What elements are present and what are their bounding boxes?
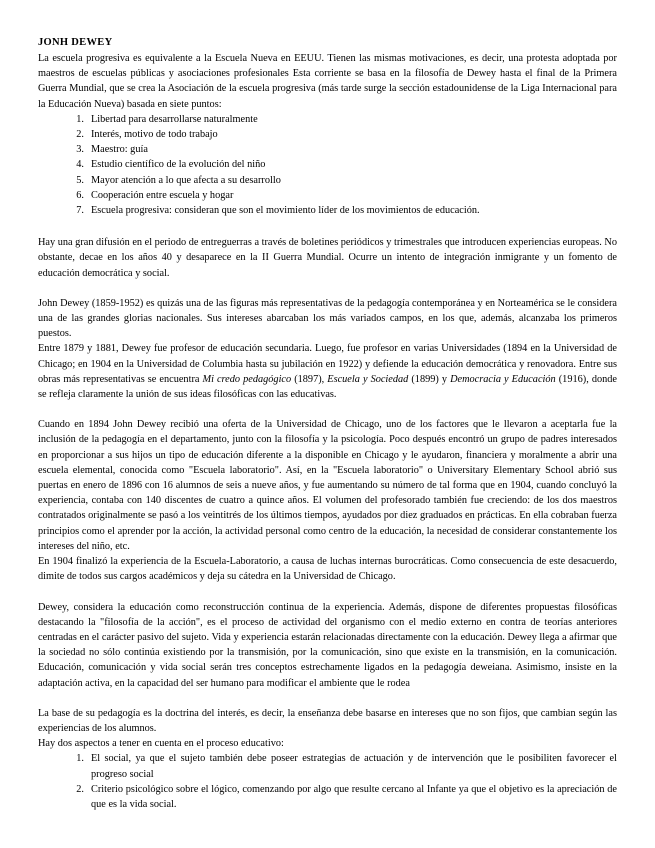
list-item xyxy=(38,188,617,203)
list-item-text: Interés, motivo de todo trabajo xyxy=(91,129,218,141)
list-item xyxy=(38,112,617,127)
work-title-mi-credo-pedagogico: Mi credo pedagógico xyxy=(202,373,292,385)
section-spacer xyxy=(38,585,617,600)
list-item xyxy=(38,203,617,218)
biography-text-part-3: (1899) y xyxy=(408,373,451,385)
diffusion-paragraph: Hay una gran difusión en el periodo de entreguerras a través de boletines periódicos y trimestrales que introducen experiencias europeas. No obstante, decae en los años 40 y desaparece en la II Guerra Mundial. Ocurre un intento de integración inmigrante y un fomento de educación democrática y social. xyxy=(38,237,617,279)
list-item xyxy=(38,782,617,812)
list-item-text: El social, ya que el sujeto también debe poseer estrategias de actuación y de intervención que le posibiliten favorecer el progreso social xyxy=(91,753,617,780)
section-spacer xyxy=(38,691,617,706)
list-item-text: Cooperación entre escuela y hogar xyxy=(91,189,234,201)
biography-paragraph-1: John Dewey (1859-1952) es quizás una de las figuras más representativas de la pedagogía contemporánea y en Norteamérica se le considera una de las grandes glorias nacionales. Sus intereses abarcaban los más variados campos, en los que, además, alcanzaba los primeros puestos. xyxy=(38,297,617,340)
biography-paragraph-2 xyxy=(38,341,617,402)
interest-paragraph: La base de su pedagogía es la doctrina del interés, es decir, la enseñanza debe basarse en intereses que no son fijos, que cambian según las experiencias de los alumnos. xyxy=(38,707,617,734)
section-spacer xyxy=(38,402,617,417)
list-item xyxy=(38,142,617,157)
biography-text-part-2: (1897), xyxy=(291,373,328,385)
two-aspects-lead: Hay dos aspectos a tener en cuenta en el proceso educativo: xyxy=(38,738,284,750)
list-item-text: Maestro: guía xyxy=(91,144,148,156)
list-item xyxy=(38,751,617,781)
section-spacer xyxy=(38,218,617,235)
list-item xyxy=(38,157,617,172)
list-item-text: Escuela progresiva: consideran que son el movimiento líder de los movimientos de educación. xyxy=(91,205,480,217)
list-item-text: Mayor atención a lo que afecta a su desarrollo xyxy=(91,174,281,186)
biography-text-part-1: Entre 1879 y 1881, Dewey fue profesor de educación secundaria. Luego, fue profesor en varias Universidades (1894 en la Universidad de Chicago; en 1904 en la Universidad de Columbia hasta su jubilación en 1922) y defiende la educación democrática y renovadora. Entre sus obras más representativas se encuentra xyxy=(38,343,617,385)
work-title-democracia-y-educacion: Democracia y Educación xyxy=(450,373,556,385)
list-item xyxy=(38,173,617,188)
two-aspects-list xyxy=(38,751,617,812)
list-item-text: Estudio científico de la evolución del niño xyxy=(91,159,266,171)
list-item-text: Criterio psicológico sobre el lógico, comenzando por algo que resulte cercano al Infante ya que el objetivo es la apreciación de que es la vida social. xyxy=(91,783,617,810)
intro-paragraph: La escuela progresiva es equivalente a la Escuela Nueva en EEUU. Tienen las mismas motivaciones, es decir, una protesta adoptada por maestros de escuelas públicas y asociaciones profesionales Esta corriente se basa en la filosofía de Dewey hasta el final de la Primera Guerra Mundial, que se crea la Asociación de la escuela progresiva (más tarde surge la sección estadounidense de la Liga Internacional para la Educación Nueva) basada en siete puntos: xyxy=(38,53,617,110)
chicago-paragraph: Cuando en 1894 John Dewey recibió una oferta de la Universidad de Chicago, uno de los factores que le llevaron a aceptarla fue la inclusión de la pedagogía en el departamento, junto con la filosofía y la psicología. Poco después encontró un grupo de padres interesados en proporcionar a sus hijos un tipo de educación diferente a la disponible en Chicago y le ayudaron, financiera y moralmente a abrir una escuela elemental, conocida como "Escuela laboratorio". Así, en la "Escuela laboratorio" o Universitary Elementary School abrió sus puertas en enero de 1896 con 16 alumnos de seis a nueve años, y fue aumentando su número de tal forma que en 1904, cuando concluyó la experiencia, contaba con 140 discentes de cuatro a quince años. El volumen del profesorado también fue creciendo: de los dos maestros contratados originalmente se pasó a los veintitrés de los últimos tiempos, ayudados por diez graduados en prácticas. En ella cobraban fuerza principios como el aprender por la acción, la actividad personal como centro de la educación, la necesidad de considerar constantemente los intereses del niño, etc. xyxy=(38,419,617,552)
section-spacer xyxy=(38,281,617,296)
list-item-text: Libertad para desarrollarse naturalmente xyxy=(91,113,258,125)
biography-text-part-4: (1916), donde se refleja claramente la unión de sus ideas filosóficas con las educativas. xyxy=(38,373,617,401)
page-title: JONH DEWEY xyxy=(38,37,113,48)
work-title-escuela-y-sociedad: Escuela y Sociedad xyxy=(327,373,409,385)
resignation-paragraph: En 1904 finalizó la experiencia de la Escuela-Laboratorio, a causa de luchas internas burocráticas. Como consecuencia de este desacuerdo, dimite de todos sus cargos académicos y deja su cátedra en la Universidad de Chicago. xyxy=(38,556,617,583)
philosophy-paragraph: Dewey, considera la educación como reconstrucción continua de la experiencia. Además, dispone de diferentes propuestas filosóficas destacando la "filosofía de la acción", es el proceso de actividad del organismo con el medio externo en contra de teorías anteriores centradas en el carácter pasivo del sujeto. Vida y experiencia estarán relacionadas directamente con la educación. Dewey llega a afirmar que la sociedad no sólo continúa existiendo por la transmisión, por la comunicación, sino que existe en la transmisión, en la comunicación. Educación, comunicación y vida social serán tres conceptos estrechamente ligados en la pedagogía deweiana. Asimismo, insiste en la adaptación activa, en la capacidad del ser humano para modificar el ambiente que le rodea xyxy=(38,601,617,689)
seven-points-list xyxy=(38,112,617,218)
list-item xyxy=(38,127,617,142)
